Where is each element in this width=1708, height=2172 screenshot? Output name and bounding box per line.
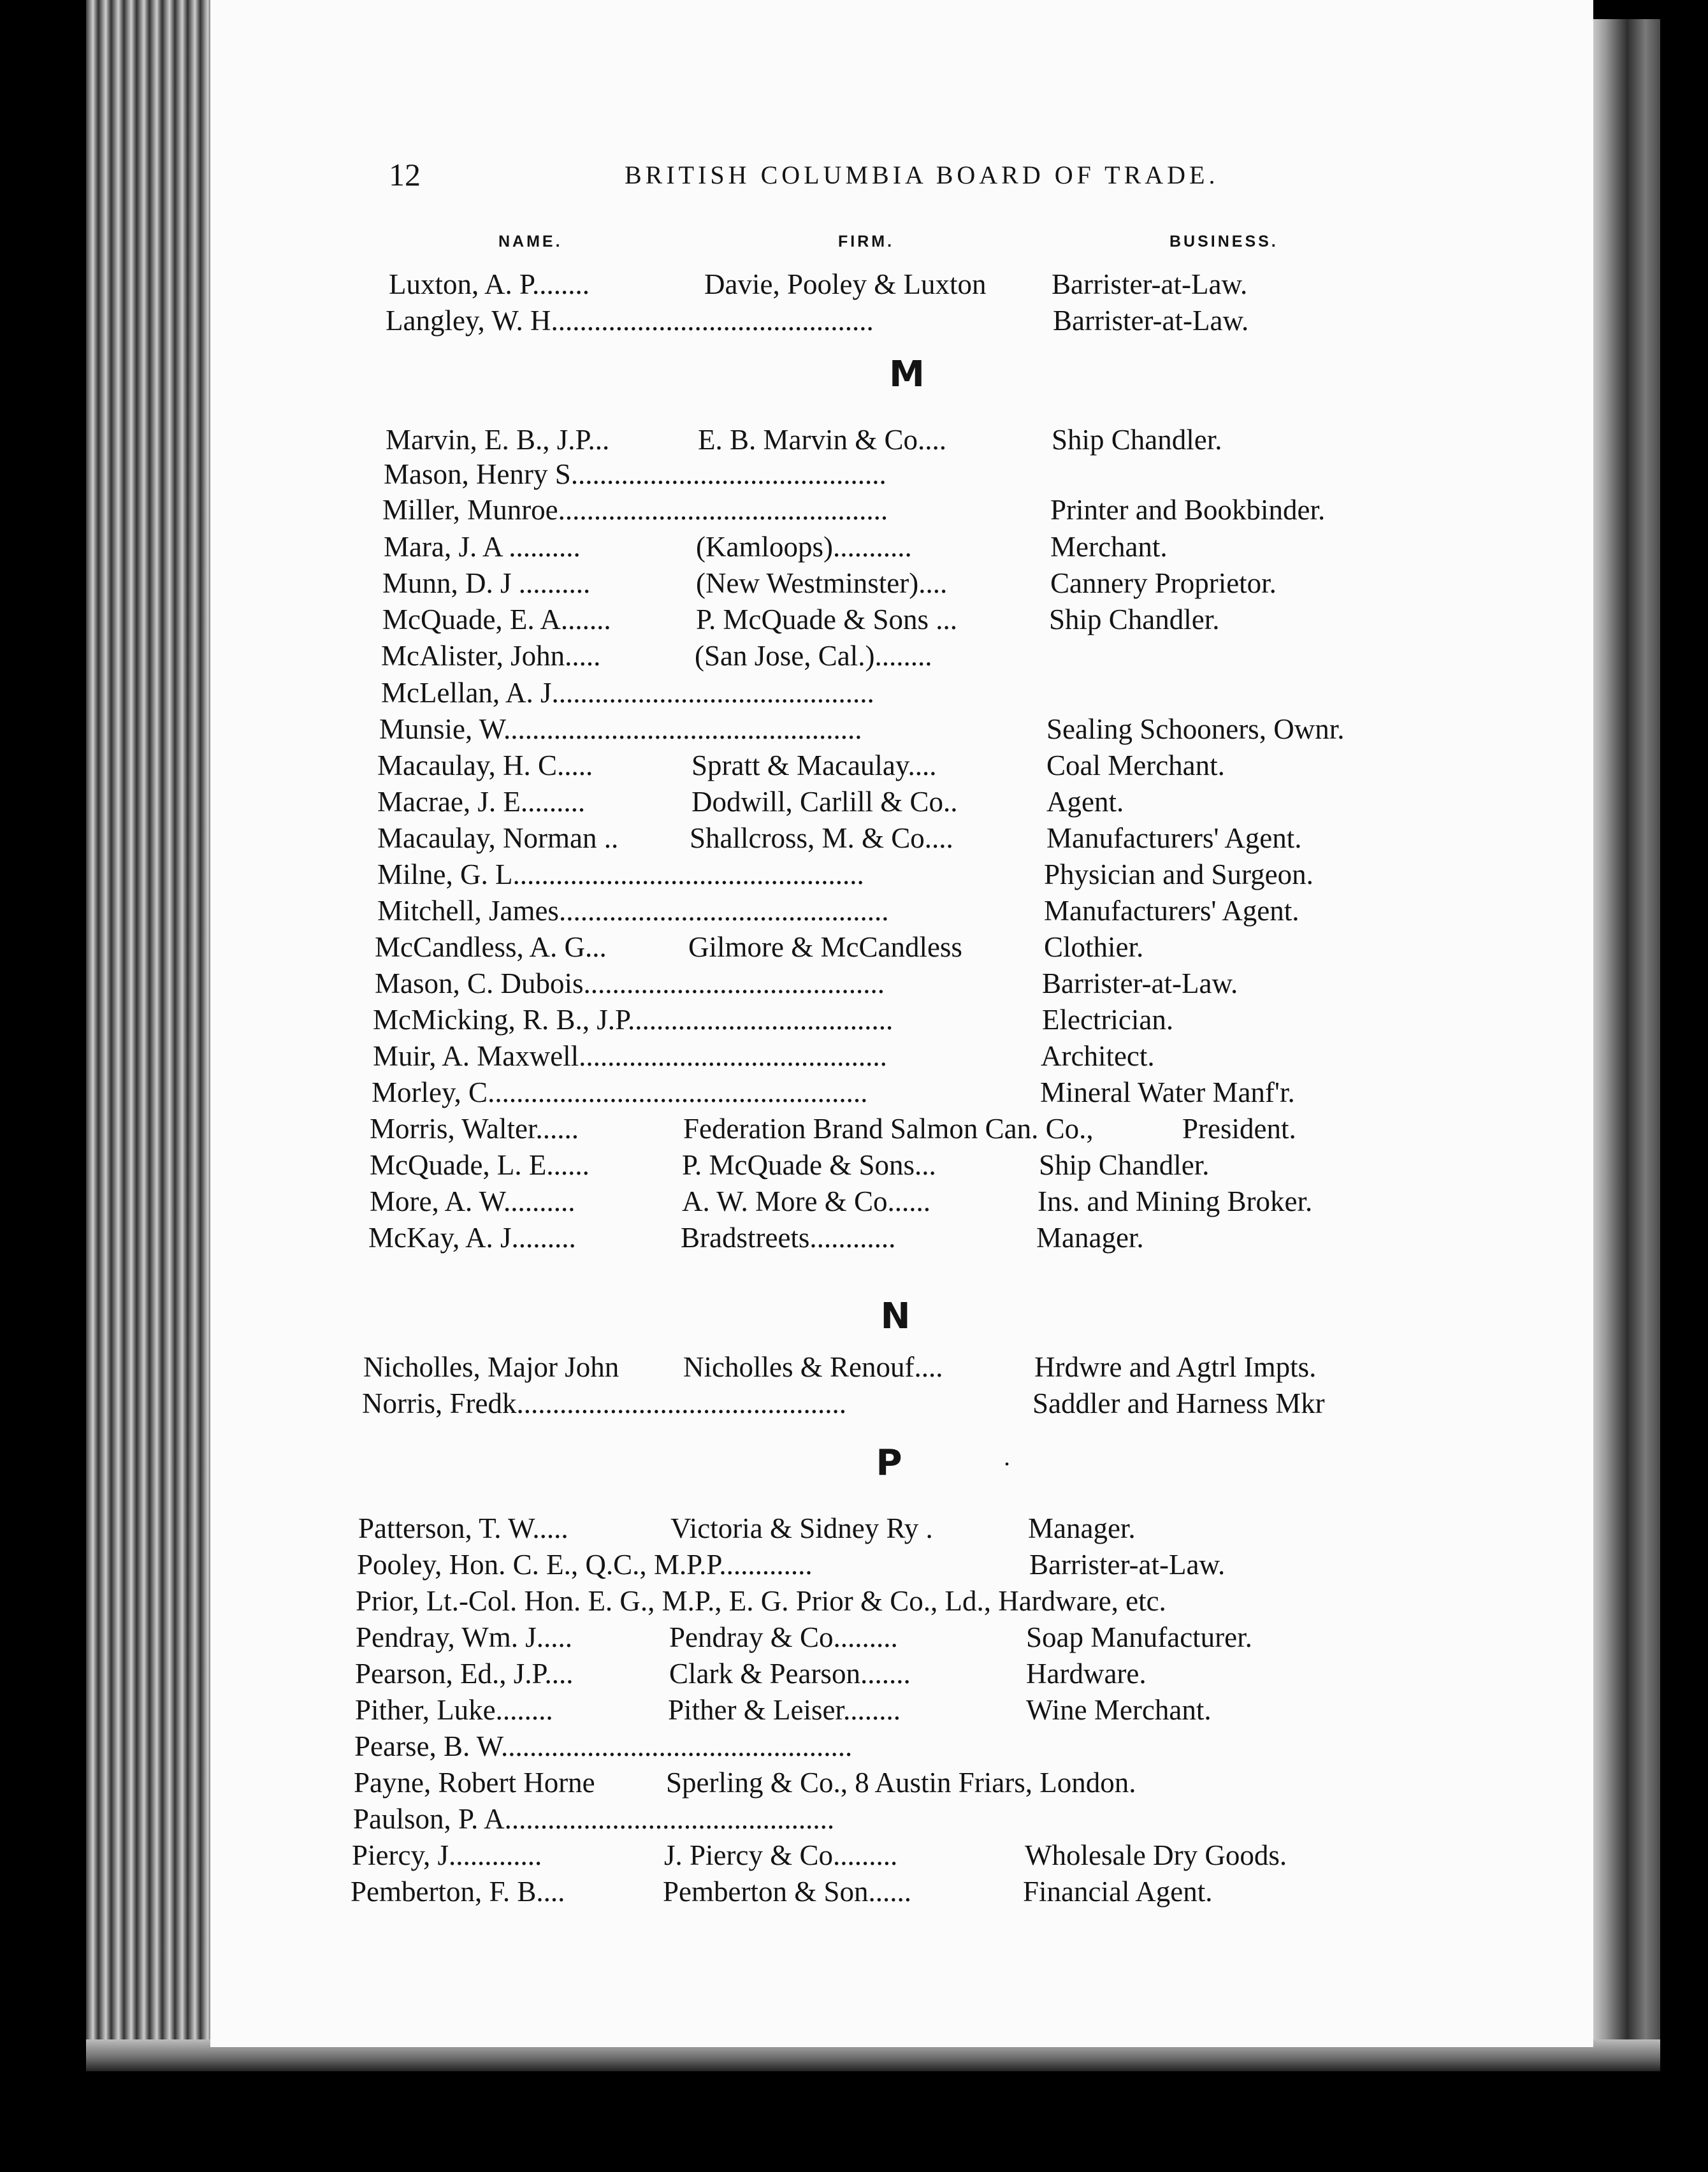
entry-name: Luxton, A. P........ (389, 268, 590, 300)
directory-entry (210, 1728, 1593, 1764)
entry-business: Wine Merchant. (1026, 1694, 1212, 1726)
entry-name: Pearse, B. W................................................. (354, 1730, 853, 1762)
entry-business: Ship Chandler. (1052, 424, 1222, 456)
entry-name: McQuade, L. E...... (370, 1149, 590, 1181)
entry-business: Manufacturers' Agent. (1044, 895, 1299, 927)
entry-name: Munsie, W.................................................. (379, 713, 862, 745)
entry-name: Mason, Henry S............................................ (384, 458, 887, 490)
entry-name: Payne, Robert Horne (354, 1767, 595, 1799)
directory-entry (210, 492, 1593, 528)
directory-entry (210, 748, 1593, 783)
entry-business: Electrician. (1042, 1004, 1174, 1036)
entry-firm: (San Jose, Cal.)........ (695, 640, 932, 672)
directory-entry (210, 1349, 1593, 1385)
entry-name: Muir, A. Maxwell........................................... (373, 1040, 887, 1072)
directory-entry (210, 711, 1593, 747)
entry-name: Piercy, J............. (352, 1839, 542, 1871)
entry-name: Mitchell, James.............................................. (377, 895, 889, 927)
book-page-edges-right (1587, 19, 1660, 2059)
entry-name: Nicholles, Major John (363, 1351, 619, 1383)
entry-name: Patterson, T. W..... (358, 1512, 568, 1544)
journal-title: BRITISH COLUMBIA BOARD OF TRADE. (625, 161, 1219, 189)
column-header-name: NAME. (498, 233, 563, 250)
entry-business: Ship Chandler. (1049, 604, 1220, 635)
entry-name: Morley, C..................................................... (372, 1076, 868, 1108)
entry-name: Macaulay, H. C..... (377, 749, 593, 781)
entry-firm: Bradstreets............ (681, 1222, 896, 1254)
directory-entry (210, 1111, 1593, 1147)
entry-business: Clothier. (1044, 931, 1144, 963)
entry-firm: (New Westminster).... (696, 567, 948, 599)
entry-name: Marvin, E. B., J.P... (386, 424, 610, 456)
entry-business: Barrister-at-Law. (1052, 268, 1248, 300)
directory-entry (210, 675, 1593, 711)
entry-business: Saddler and Harness Mkr (1032, 1387, 1325, 1419)
entry-name: McQuade, E. A....... (382, 604, 611, 635)
entry-business: Soap Manufacturer. (1026, 1621, 1252, 1653)
entry-business: Printer and Bookbinder. (1050, 494, 1326, 526)
running-head (210, 156, 1593, 194)
directory-entry (210, 1147, 1593, 1183)
directory-entry (210, 422, 1593, 458)
entry-name: McCandless, A. G... (375, 931, 607, 963)
page-number: 12 (389, 157, 421, 192)
directory-entry (210, 1837, 1593, 1873)
directory-entry (210, 1765, 1593, 1800)
entry-firm: Dodwill, Carlill & Co.. (691, 786, 958, 818)
entry-business: Architect. (1041, 1040, 1155, 1072)
entry-business: Ship Chandler. (1039, 1149, 1210, 1181)
entry-business: Merchant. (1050, 531, 1168, 563)
entry-name: Morris, Walter...... (370, 1113, 579, 1145)
directory-entry (210, 1801, 1593, 1837)
column-header-firm: FIRM. (838, 233, 895, 250)
entry-name: Norris, Fredk.............................................. (362, 1387, 846, 1419)
directory-entry (210, 1619, 1593, 1655)
directory-entry (210, 266, 1593, 302)
section-letter-heading: N (880, 1296, 911, 1337)
entry-business: Hardware. (1026, 1658, 1147, 1690)
entry-firm: (Kamloops)........... (696, 531, 912, 563)
entry-business: President. (1182, 1113, 1296, 1145)
directory-entry (210, 1510, 1593, 1546)
directory-entry (210, 1075, 1593, 1110)
entry-business: Sealing Schooners, Ownr. (1046, 713, 1345, 745)
entry-business: Coal Merchant. (1046, 749, 1225, 781)
column-header-business: BUSINESS. (1169, 233, 1278, 250)
directory-entry (210, 1038, 1593, 1074)
directory-entry (210, 1184, 1593, 1219)
entry-name: Miller, Munroe.............................................. (382, 494, 888, 526)
entry-firm: P. McQuade & Sons ... (696, 604, 958, 635)
directory-entry (210, 784, 1593, 820)
directory-entry (210, 1692, 1593, 1728)
entry-firm: E. B. Marvin & Co.... (698, 424, 946, 456)
print-speck: . (1004, 1442, 1010, 1471)
directory-entry (210, 1220, 1593, 1256)
directory-entry (210, 966, 1593, 1001)
directory-entry (210, 1547, 1593, 1582)
entry-name: McMicking, R. B., J.P..................................... (373, 1004, 894, 1036)
entry-firm: Davie, Pooley & Luxton (704, 268, 987, 300)
entry-name: Macaulay, Norman .. (377, 822, 619, 854)
entry-business: Cannery Proprietor. (1050, 567, 1277, 599)
entry-name: Mason, C. Dubois.......................................... (375, 967, 885, 999)
entry-firm: Gilmore & McCandless (688, 931, 962, 963)
entry-business: Mineral Water Manf'r. (1040, 1076, 1295, 1108)
directory-entry (210, 1002, 1593, 1038)
entry-business: Agent. (1046, 786, 1124, 818)
entry-name: Paulson, P. A.............................................. (353, 1803, 835, 1835)
entry-business: Financial Agent. (1023, 1876, 1213, 1908)
entry-business: Physician and Surgeon. (1044, 858, 1314, 890)
entry-firm: J. Piercy & Co......... (664, 1839, 898, 1871)
entry-firm: Spratt & Macaulay.... (691, 749, 937, 781)
entry-business: Manager. (1036, 1222, 1144, 1254)
directory-entry (210, 820, 1593, 856)
directory-entry (210, 929, 1593, 965)
entry-firm: A. W. More & Co...... (682, 1185, 931, 1217)
entry-business: Ins. and Mining Broker. (1038, 1185, 1313, 1217)
entry-firm: Clark & Pearson....... (669, 1658, 911, 1690)
entry-business: Hrdwre and Agtrl Impts. (1034, 1351, 1317, 1383)
entry-name: Pemberton, F. B.... (351, 1876, 565, 1908)
document-page (210, 0, 1593, 2047)
entry-name: Mara, J. A .......... (384, 531, 581, 563)
entry-firm: Pemberton & Son...... (663, 1876, 911, 1908)
entry-name: More, A. W.......... (370, 1185, 575, 1217)
entry-firm: Victoria & Sidney Ry . (670, 1512, 933, 1544)
directory-entry (210, 857, 1593, 892)
entry-firm: Pither & Leiser........ (668, 1694, 901, 1726)
entry-name: Pither, Luke........ (355, 1694, 553, 1726)
entry-business: Manager. (1028, 1512, 1136, 1544)
entry-name: Prior, Lt.-Col. Hon. E. G., M.P., E. G. Prior & Co., Ld., Hardware, etc. (356, 1585, 1166, 1617)
entry-business: Barrister-at-Law. (1029, 1549, 1226, 1581)
entry-name: Pendray, Wm. J..... (356, 1621, 572, 1653)
directory-entry (210, 1874, 1593, 1909)
directory-entry (210, 1386, 1593, 1421)
entry-business: Wholesale Dry Goods. (1025, 1839, 1287, 1871)
section-letter-heading: P (876, 1442, 902, 1484)
section-letter-heading: M (889, 354, 925, 395)
entry-firm: P. McQuade & Sons... (682, 1149, 936, 1181)
entry-name: Langley, W. H............................................. (386, 305, 874, 337)
entry-name: Pearson, Ed., J.P.... (355, 1658, 574, 1690)
entry-name: Milne, G. L................................................. (377, 858, 864, 890)
entry-firm: Federation Brand Salmon Can. Co., (683, 1113, 1094, 1145)
entry-name: Munn, D. J .......... (382, 567, 591, 599)
directory-entry (210, 529, 1593, 565)
entry-firm: Shallcross, M. & Co.... (690, 822, 953, 854)
directory-entry (210, 303, 1593, 338)
entry-business: Barrister-at-Law. (1053, 305, 1249, 337)
entry-business: Manufacturers' Agent. (1046, 822, 1302, 854)
entry-firm: Pendray & Co......... (669, 1621, 898, 1653)
column-headers (210, 233, 1593, 258)
entry-name: Pooley, Hon. C. E., Q.C., M.P.P............. (357, 1549, 813, 1581)
directory-entry (210, 1656, 1593, 1691)
directory-entry (210, 456, 1593, 492)
book-page-edges-left (86, 0, 214, 2071)
entry-name: McAlister, John..... (381, 640, 601, 672)
directory-entry (210, 565, 1593, 601)
entry-business: Barrister-at-Law. (1042, 967, 1238, 999)
directory-entry (210, 602, 1593, 637)
directory-entry (210, 893, 1593, 929)
entry-firm: Nicholles & Renouf.... (683, 1351, 943, 1383)
directory-entry (210, 638, 1593, 674)
entry-name: McLellan, A. J............................................. (381, 677, 874, 709)
entry-firm: Sperling & Co., 8 Austin Friars, London. (666, 1767, 1136, 1799)
entry-name: McKay, A. J......... (368, 1222, 576, 1254)
directory-entry (210, 1583, 1593, 1619)
entry-name: Macrae, J. E......... (377, 786, 586, 818)
